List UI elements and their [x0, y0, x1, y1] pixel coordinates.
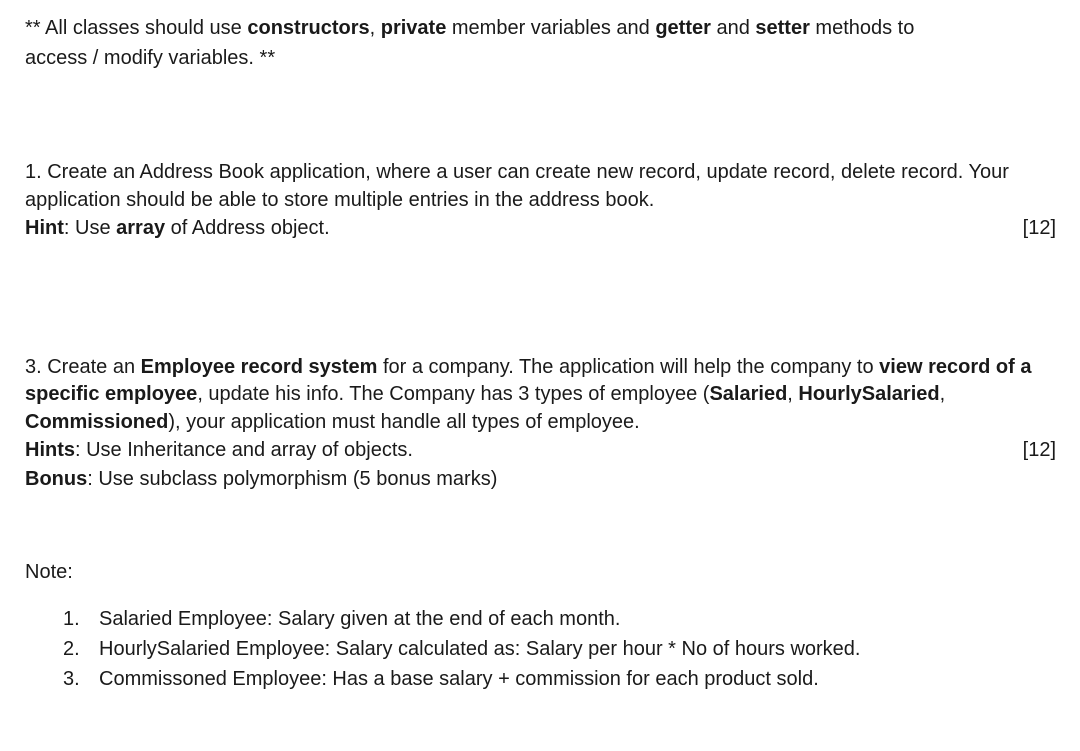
intro-text: All classes should use: [40, 17, 248, 39]
q3-text: ,: [787, 383, 799, 405]
q3-text: , update his info. The Company has 3 types of employee (: [197, 383, 710, 405]
intro-bold-constructors: constructors: [247, 17, 370, 39]
intro-text: and: [710, 17, 756, 39]
q3-text: 3. Create an: [25, 356, 141, 378]
note-label: Note:: [25, 561, 73, 583]
intro-bold-setter: setter: [755, 17, 810, 39]
note-item-text: Salaried Employee: Salary given at the end of each month.: [99, 608, 621, 630]
q1-hint-text: : Use: [63, 217, 117, 239]
q3-bold-employee-record-system: Employee record system: [140, 356, 378, 378]
intro-line-2: access / modify variables. **: [25, 47, 276, 69]
q1-line-2: application should be able to store multiple entries in the address book.: [25, 189, 655, 211]
q3-line-2: [25, 380, 945, 408]
q3-hints: [25, 436, 413, 464]
q3-bold-view-record: view record of a: [879, 356, 1032, 378]
note-item-number: 2.: [63, 638, 80, 660]
note-item-text: Commissoned Employee: Has a base salary + commission for each product sold.: [99, 668, 819, 690]
note-item-number: 1.: [63, 608, 80, 630]
note-item-number: 3.: [63, 668, 80, 690]
q3-hints-text: : Use Inheritance and array of objects.: [75, 439, 413, 461]
q1-line-1: 1. Create an Address Book application, where a user can create new record, update record, delete record. Your: [25, 161, 1009, 183]
q3-marks: [12]: [1022, 439, 1056, 461]
intro-stars-open: **: [25, 17, 41, 39]
q3-bonus-label: Bonus: [25, 468, 88, 490]
q3-bonus: [25, 465, 497, 493]
q3-bold-salaried: Salaried: [709, 383, 788, 405]
q3-bonus-text: : Use subclass polymorphism (5 bonus marks): [87, 468, 498, 490]
q1-hint-text: of Address object.: [165, 217, 330, 239]
intro-text: methods to: [809, 17, 915, 39]
q3-bold-commissioned: Commissioned: [25, 411, 169, 433]
q3-bold-hourlysalaried: HourlySalaried: [798, 383, 940, 405]
q3-text: ,: [939, 383, 946, 405]
note-item-text: HourlySalaried Employee: Salary calculated as: Salary per hour * No of hours worked.: [99, 638, 861, 660]
note-item-3: [63, 665, 819, 693]
intro-line-1: [25, 14, 914, 42]
q3-text: for a company. The application will help the company to: [377, 356, 880, 378]
q1-marks: [12]: [1022, 217, 1056, 239]
note-item-2: [63, 635, 860, 663]
q3-line-1: [25, 353, 1031, 381]
intro-text: member variables and: [446, 17, 656, 39]
q1-hint-bold-array: array: [116, 217, 166, 239]
q1-hint-label: Hint: [25, 217, 64, 239]
q3-line-3: [25, 408, 640, 436]
q3-text: ), your application must handle all types of employee.: [168, 411, 640, 433]
intro-bold-getter: getter: [655, 17, 711, 39]
q1-hint: [25, 214, 330, 242]
intro-text: ,: [369, 17, 381, 39]
q3-hints-label: Hints: [25, 439, 75, 461]
note-item-1: [63, 605, 620, 633]
q3-bold-specific-employee: specific employee: [25, 383, 198, 405]
intro-bold-private: private: [380, 17, 447, 39]
